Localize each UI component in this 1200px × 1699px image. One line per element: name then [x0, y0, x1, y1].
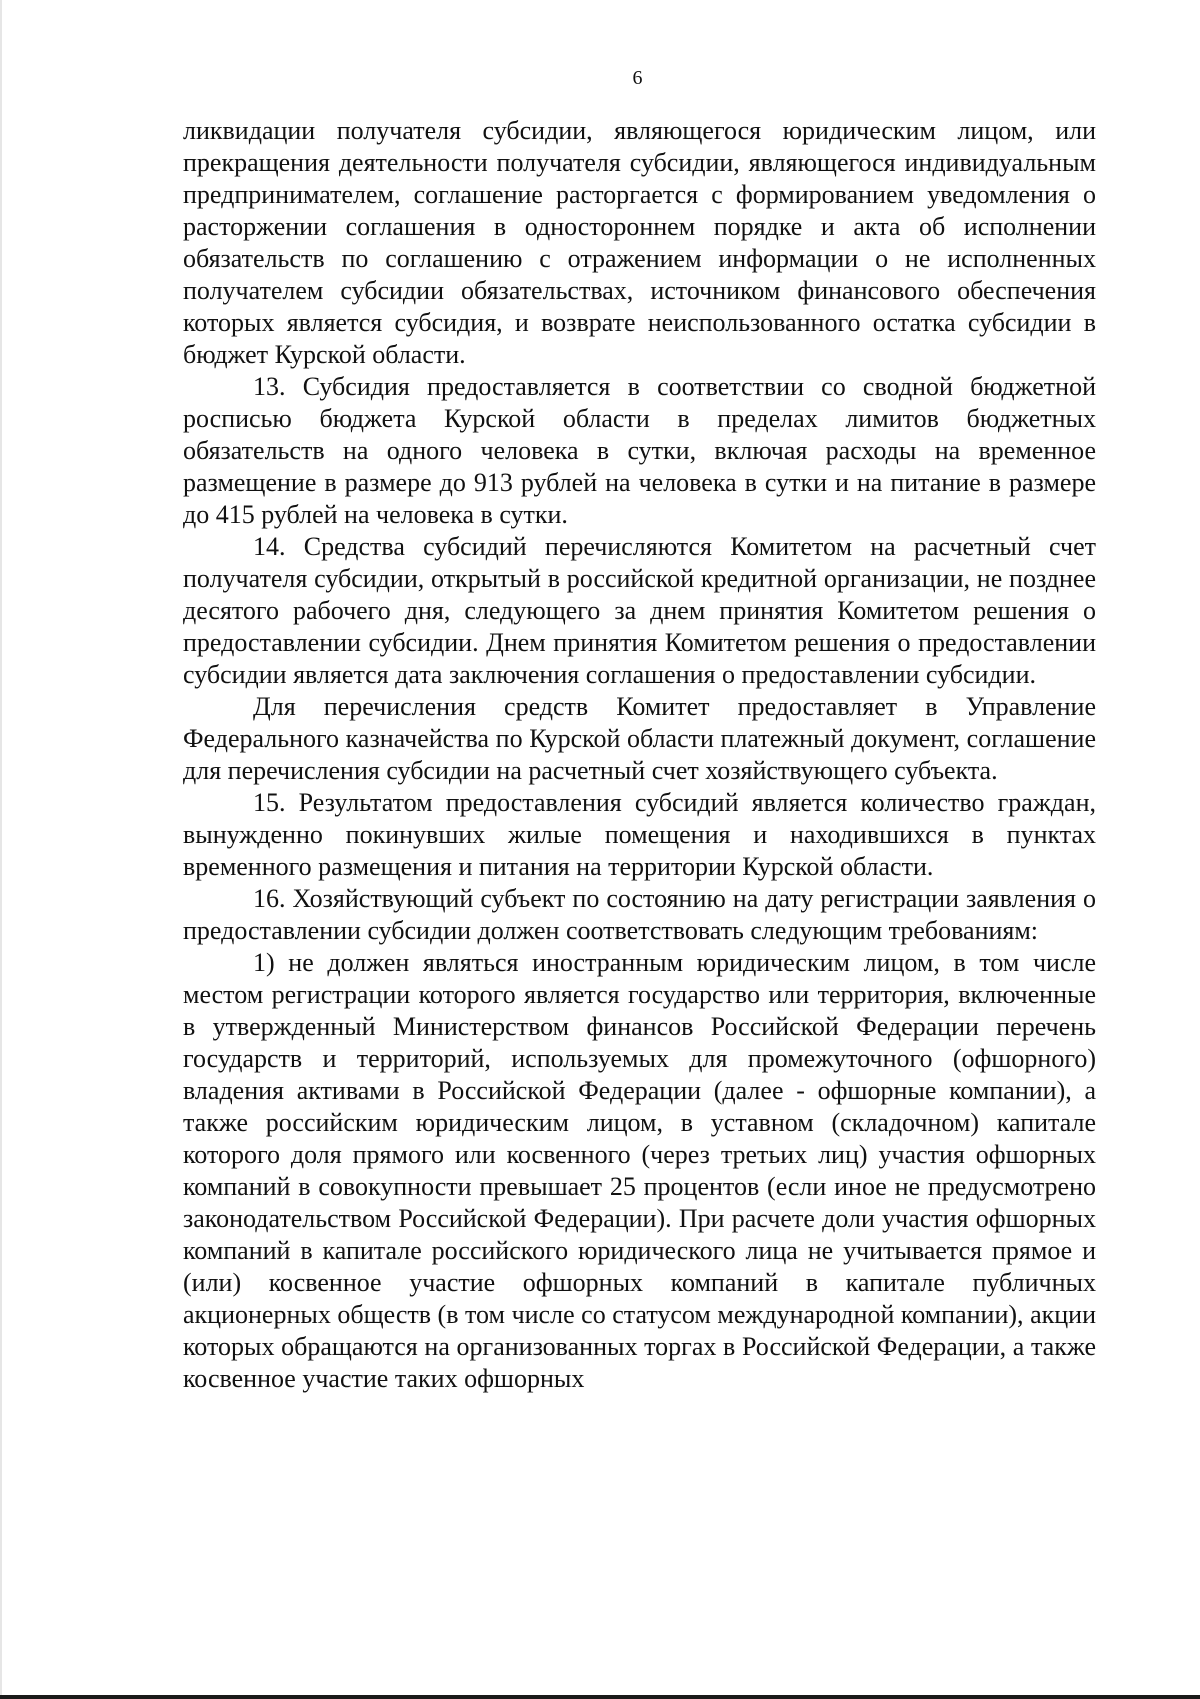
page-number: 6 — [632, 67, 643, 89]
scan-left-edge — [0, 0, 2, 1699]
paragraph-transfer: Для перечисления средств Комитет предоставляет в Управление Федерального казначейства по Курской области платежный документ, соглашение для перечисления субсидии на расчетный счет хозяйствующего субъекта. — [183, 692, 1096, 785]
document-body — [183, 115, 1096, 1395]
paragraph-14: 14. Средства субсидий перечисляются Комитетом на расчетный счет получателя субсидии, открытый в российской кредитной организации, не позднее десятого рабочего дня, следующего за днем принятия Комитетом решения о предоставлении субсидии. Днем принятия Комитетом решения о предоставлении субсидии является дата заключения соглашения о предоставлении субсидии. — [183, 532, 1096, 689]
paragraph-16-item-1: 1) не должен являться иностранным юридическим лицом, в том числе местом регистрации которого является государство или территория, включенные в утвержденный Министерством финансов Российской Федерации перечень государств и территорий, используемых для промежуточного (офшорного) владения активами в Российской Федерации (далее - офшорные компании), а также российским юридическим лицом, в уставном (складочном) капитале которого доля прямого или косвенного (через третьих лиц) участия офшорных компаний в совокупности превышает 25 процентов (если иное не предусмотрено законодательством Российской Федерации). При расчете доли участия офшорных компаний в капитале российского юридического лица не учитывается прямое и (или) косвенное участие офшорных компаний в капитале публичных акционерных обществ (в том числе со статусом международной компании), акции которых обращаются на организованных торгах в Российской Федерации, а также косвенное участие таких офшорных — [183, 948, 1096, 1393]
paragraph-liquidation: ликвидации получателя субсидии, являющегося юридическим лицом, или прекращения деятельности получателя субсидии, являющегося индивидуальным предпринимателем, соглашение расторгается с формированием уведомления о расторжении соглашения в одностороннем порядке и акта об исполнении обязательств по соглашению с отражением информации о не исполненных получателем субсидии обязательствах, источником финансового обеспечения которых является субсидия, и возврате неиспользованного остатка субсидии в бюджет Курской области. — [183, 116, 1096, 369]
paragraph-16: 16. Хозяйствующий субъект по состоянию на дату регистрации заявления о предоставлении субсидии должен соответствовать следующим требованиям: — [183, 884, 1096, 945]
paragraph-15: 15. Результатом предоставления субсидий является количество граждан, вынужденно покинувших жилые помещения и находившихся в пунктах временного размещения и питания на территории Курской области. — [183, 788, 1096, 881]
scan-bottom-edge — [0, 1695, 1200, 1699]
paragraph-13: 13. Субсидия предоставляется в соответствии со сводной бюджетной росписью бюджета Курской области в пределах лимитов бюджетных обязательств на одного человека в сутки, включая расходы на временное размещение в размере до 913 рублей на человека в сутки и на питание в размере до 415 рублей на человека в сутки. — [183, 372, 1096, 529]
